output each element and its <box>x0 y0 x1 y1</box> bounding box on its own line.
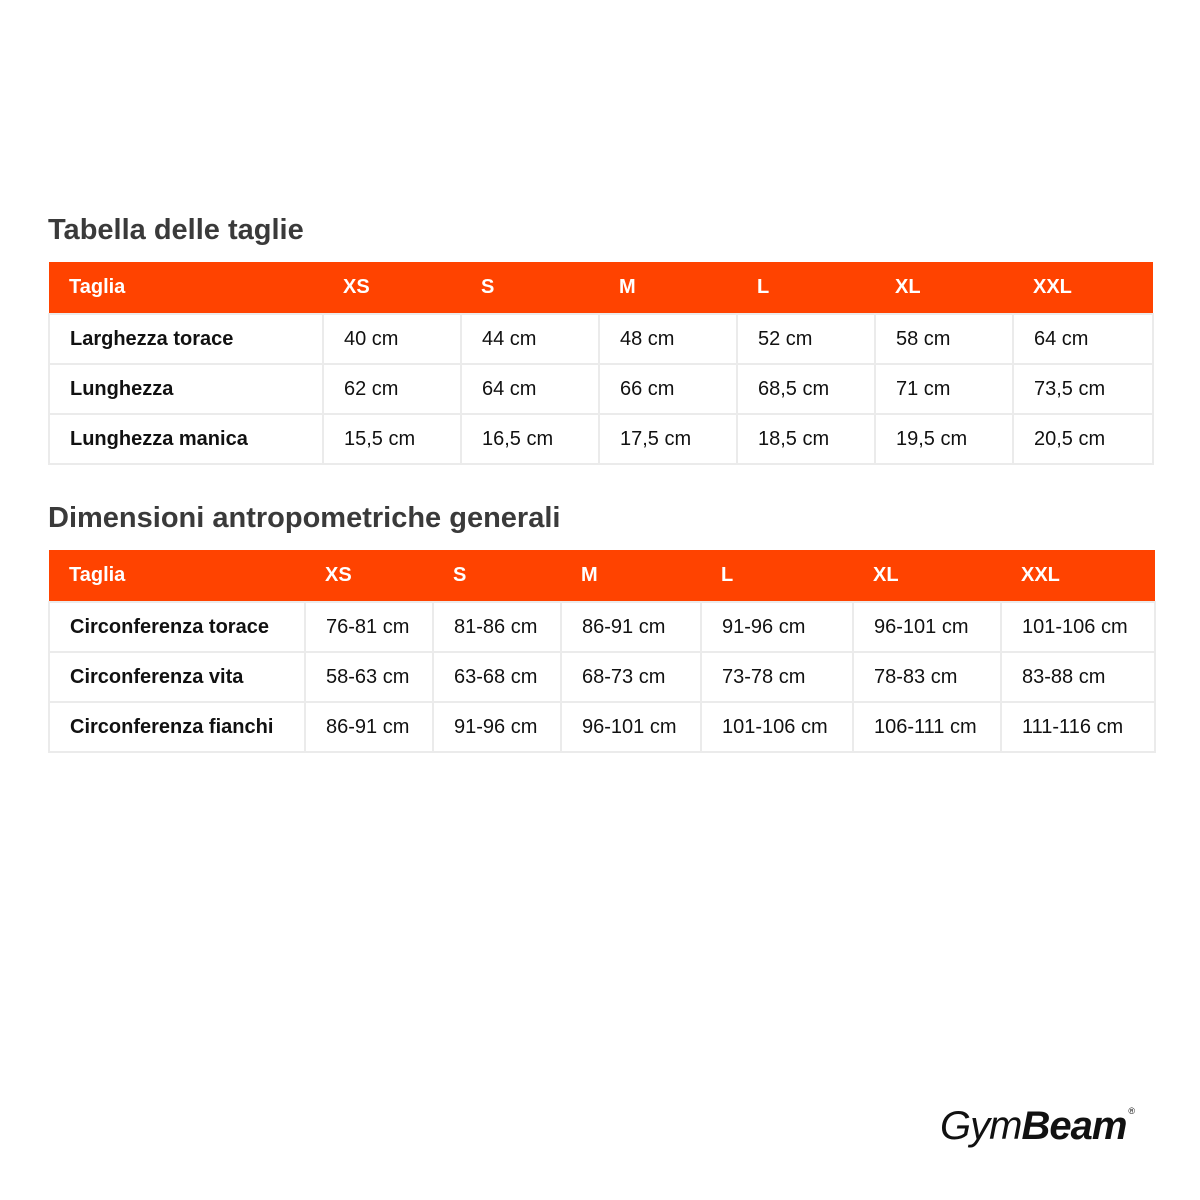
table-header-row <box>49 550 1155 602</box>
header-cell-xl: XL <box>853 550 1001 602</box>
header-cell-s: S <box>461 262 599 314</box>
table-row <box>49 414 1153 464</box>
table-cell: 17,5 cm <box>599 414 737 464</box>
header-cell-l: L <box>701 550 853 602</box>
header-cell-xl: XL <box>875 262 1013 314</box>
table-row <box>49 314 1153 364</box>
size-chart-title: Tabella delle taglie <box>48 214 304 246</box>
table-row <box>49 652 1155 702</box>
row-label: Larghezza torace <box>49 314 323 364</box>
header-cell-taglia: Taglia <box>49 550 305 602</box>
header-cell-s: S <box>433 550 561 602</box>
table-cell: 101-106 cm <box>701 702 853 752</box>
table-cell: 91-96 cm <box>701 602 853 652</box>
logo-text-beam: Beam <box>1021 1104 1127 1148</box>
table-cell: 40 cm <box>323 314 461 364</box>
row-label: Circonferenza torace <box>49 602 305 652</box>
table-header-row <box>49 262 1153 314</box>
header-cell-l: L <box>737 262 875 314</box>
table-cell: 101-106 cm <box>1001 602 1155 652</box>
row-label: Lunghezza manica <box>49 414 323 464</box>
size-chart-table <box>48 262 1154 465</box>
table-cell: 86-91 cm <box>305 702 433 752</box>
table-cell: 20,5 cm <box>1013 414 1153 464</box>
table-cell: 58-63 cm <box>305 652 433 702</box>
table-row <box>49 364 1153 414</box>
table-cell: 58 cm <box>875 314 1013 364</box>
table-cell: 64 cm <box>1013 314 1153 364</box>
table-cell: 86-91 cm <box>561 602 701 652</box>
header-cell-xxl: XXL <box>1013 262 1153 314</box>
table-cell: 64 cm <box>461 364 599 414</box>
table-cell: 68,5 cm <box>737 364 875 414</box>
table-cell: 96-101 cm <box>853 602 1001 652</box>
table-cell: 73-78 cm <box>701 652 853 702</box>
table-cell: 96-101 cm <box>561 702 701 752</box>
table-cell: 76-81 cm <box>305 602 433 652</box>
row-label: Circonferenza fianchi <box>49 702 305 752</box>
table-cell: 73,5 cm <box>1013 364 1153 414</box>
anthropometric-chart-title: Dimensioni antropometriche generali <box>48 502 561 534</box>
table-cell: 83-88 cm <box>1001 652 1155 702</box>
table-cell: 15,5 cm <box>323 414 461 464</box>
row-label: Lunghezza <box>49 364 323 414</box>
table-cell: 44 cm <box>461 314 599 364</box>
gymbeam-logo <box>940 1104 1134 1149</box>
table-row <box>49 602 1155 652</box>
table-cell: 52 cm <box>737 314 875 364</box>
table-cell: 16,5 cm <box>461 414 599 464</box>
header-cell-xxl: XXL <box>1001 550 1155 602</box>
table-cell: 111-116 cm <box>1001 702 1155 752</box>
logo-text-gym: Gym <box>940 1104 1022 1148</box>
table-cell: 81-86 cm <box>433 602 561 652</box>
table-cell: 91-96 cm <box>433 702 561 752</box>
header-cell-taglia: Taglia <box>49 262 323 314</box>
header-cell-xs: XS <box>305 550 433 602</box>
table-cell: 66 cm <box>599 364 737 414</box>
header-cell-m: M <box>599 262 737 314</box>
table-cell: 48 cm <box>599 314 737 364</box>
anthropometric-chart-table <box>48 550 1156 753</box>
table-cell: 78-83 cm <box>853 652 1001 702</box>
registered-mark: ® <box>1128 1106 1135 1116</box>
table-cell: 106-111 cm <box>853 702 1001 752</box>
table-cell: 68-73 cm <box>561 652 701 702</box>
row-label: Circonferenza vita <box>49 652 305 702</box>
header-cell-m: M <box>561 550 701 602</box>
header-cell-xs: XS <box>323 262 461 314</box>
table-cell: 63-68 cm <box>433 652 561 702</box>
table-cell: 62 cm <box>323 364 461 414</box>
table-cell: 18,5 cm <box>737 414 875 464</box>
table-row <box>49 702 1155 752</box>
table-cell: 19,5 cm <box>875 414 1013 464</box>
table-cell: 71 cm <box>875 364 1013 414</box>
